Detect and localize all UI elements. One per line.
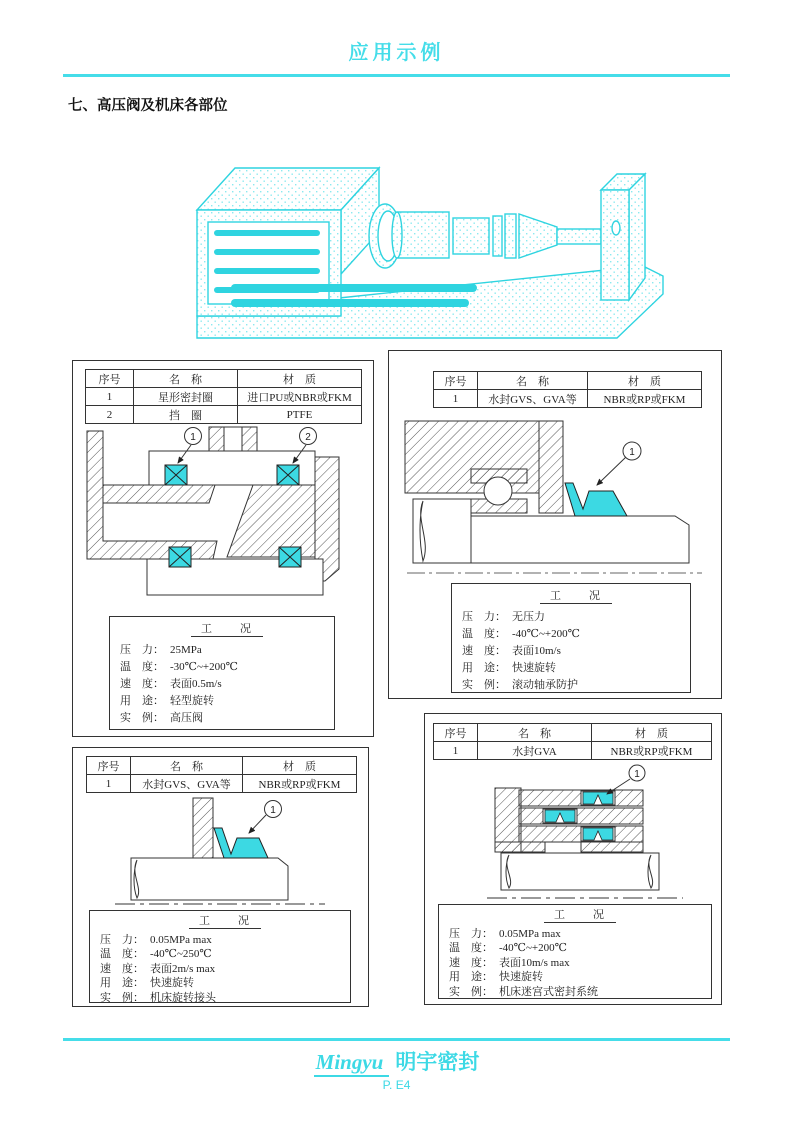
- section-heading: 七、高压阀及机床各部位: [68, 98, 228, 114]
- condition-row: 实 例： 滚动轴承防护: [462, 679, 578, 691]
- valve-cross-section-diagram: [77, 423, 369, 611]
- brand-logo-en: Mingyu: [314, 1050, 390, 1077]
- col-header-seq: 序号: [434, 372, 478, 390]
- condition-row: 压 力： 25MPa: [120, 644, 202, 656]
- col-header-name: 名 称: [478, 724, 592, 742]
- condition-row: 压 力： 无压力: [462, 611, 545, 623]
- svg-text:1: 1: [190, 432, 196, 443]
- materials-table: [433, 723, 712, 760]
- condition-row: 压 力： 0.05MPa max: [100, 933, 212, 946]
- table-row: 1 星形密封圈 进口PU或NBR或FKM: [86, 388, 362, 406]
- page-title: 应用示例: [348, 42, 445, 64]
- materials-table: [433, 371, 702, 408]
- brand-name-cn: 明宇密封: [395, 1051, 480, 1074]
- condition-row: 速 度： 表面0.5m/s: [120, 678, 222, 690]
- machine-figure: [175, 148, 665, 344]
- condition-row: 用 途： 快速旋转: [100, 977, 194, 989]
- svg-text:1: 1: [634, 769, 640, 780]
- col-header-seq: 序号: [434, 724, 478, 742]
- col-header-material: 材 质: [243, 757, 357, 775]
- working-conditions-box: [109, 616, 335, 730]
- callout-1-balloon: [249, 801, 282, 834]
- col-header-material: 材 质: [588, 372, 702, 390]
- conditions-title: 工 况: [120, 621, 334, 638]
- col-header-seq: 序号: [87, 757, 131, 775]
- v-ring-seal: [214, 828, 268, 858]
- working-conditions-box: [89, 910, 351, 1003]
- condition-row: 用 途： 轻型旋转: [120, 695, 214, 707]
- footer-brand: [0, 1046, 793, 1076]
- panel-labyrinth-seal: [424, 713, 722, 1005]
- col-header-material: 材 质: [592, 724, 712, 742]
- col-header-seq: 序号: [86, 370, 134, 388]
- condition-row: 温 度： -40℃~+200℃: [449, 942, 567, 954]
- conditions-title: 工 况: [100, 914, 350, 929]
- footer-divider: [63, 1038, 730, 1041]
- condition-row: 速 度： 表面2m/s max: [100, 962, 216, 975]
- condition-row: 温 度： -40℃~+200℃: [462, 628, 580, 640]
- col-header-name: 名 称: [478, 372, 588, 390]
- table-row: 1 水封GVS、GVA等 NBR或RP或FKM: [434, 390, 702, 408]
- labyrinth-seal-diagram: [431, 764, 715, 906]
- v-ring-seal: [565, 483, 627, 516]
- table-row: 1 水封GVA NBR或RP或FKM: [434, 742, 712, 760]
- condition-row: 实 例： 机床旋转接头: [100, 991, 216, 1004]
- shaft-seal-diagram: [85, 796, 357, 908]
- lathe-illustration: [175, 148, 665, 344]
- callout-1-balloon: [597, 442, 641, 485]
- svg-text:2: 2: [305, 432, 311, 443]
- materials-table: [86, 756, 357, 793]
- condition-row: 用 途： 快速旋转: [449, 971, 543, 983]
- table-row: 2 挡 圈 PTFE: [86, 406, 362, 424]
- panel-bearing-protection: [388, 350, 722, 699]
- condition-row: 速 度： 表面10m/s: [462, 645, 561, 657]
- condition-row: 用 途： 快速旋转: [462, 662, 556, 674]
- bearing-seal-diagram: [397, 413, 713, 581]
- svg-text:1: 1: [270, 805, 276, 816]
- table-row: 1 水封GVS、GVA等 NBR或RP或FKM: [87, 775, 357, 793]
- svg-text:1: 1: [629, 447, 635, 458]
- condition-row: 温 度： -30℃~+200℃: [120, 661, 238, 673]
- materials-table: [85, 369, 362, 424]
- working-conditions-box: [451, 583, 691, 693]
- conditions-title: 工 况: [462, 588, 690, 605]
- panel-rotary-joint: [72, 747, 369, 1007]
- condition-row: 实 例： 机床迷宫式密封系统: [449, 985, 598, 998]
- conditions-title: 工 况: [449, 908, 711, 923]
- condition-row: 速 度： 表面10m/s max: [449, 956, 570, 969]
- col-header-name: 名 称: [131, 757, 243, 775]
- header-divider: [63, 74, 730, 77]
- working-conditions-box: [438, 904, 712, 999]
- condition-row: 压 力： 0.05MPa max: [449, 927, 561, 940]
- col-header-material: 材 质: [238, 370, 362, 388]
- condition-row: 实 例： 高压阀: [120, 712, 203, 724]
- col-header-name: 名 称: [134, 370, 238, 388]
- page-number: P. E4: [382, 1078, 411, 1092]
- panel-high-pressure-valve: [72, 360, 374, 737]
- condition-row: 温 度： -40℃~250℃: [100, 948, 212, 960]
